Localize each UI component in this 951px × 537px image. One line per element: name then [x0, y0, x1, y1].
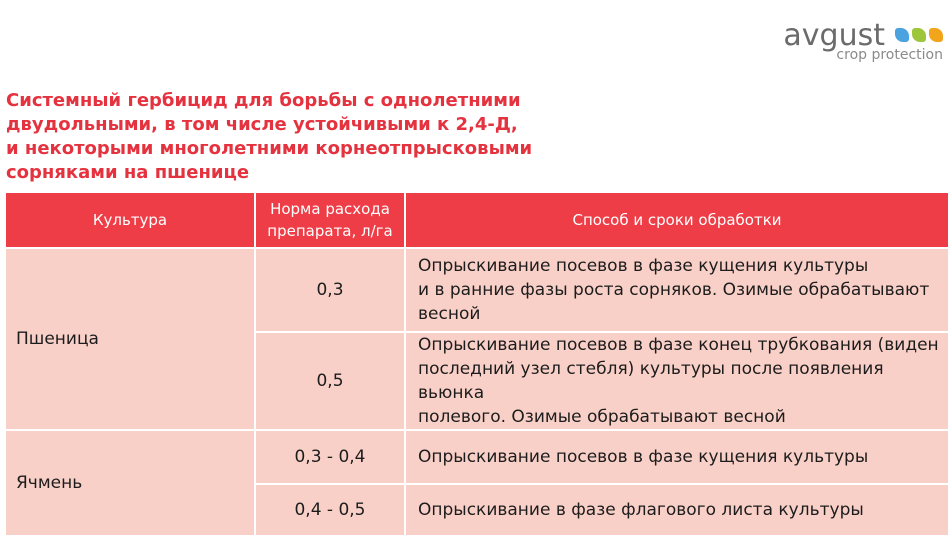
logo-dots	[895, 28, 943, 42]
method-cell	[405, 430, 948, 484]
logo-dot-orange	[929, 28, 943, 42]
logo-dot-green	[912, 28, 926, 42]
brand-logo	[785, 18, 945, 64]
logo-tagline: crop protection	[836, 47, 943, 63]
crop-cell: Пшеница	[6, 248, 255, 430]
page-title	[6, 89, 533, 185]
header-method: Способ и сроки обработки	[405, 193, 948, 248]
rate-cell: 0,5	[255, 332, 405, 430]
header-rate-line1: Норма расхода	[270, 200, 390, 218]
table-row	[6, 248, 948, 332]
method-line: Опрыскивание посевов в фазе кущения культуры	[418, 447, 869, 467]
logo-dot-blue	[895, 28, 909, 42]
method-cell	[405, 332, 948, 430]
title-line: Системный гербицид для борьбы с однолетними	[6, 90, 521, 111]
crop-cell: Ячмень	[6, 430, 255, 536]
method-line: и в ранние фазы роста сорняков. Озимые обрабатывают	[418, 280, 930, 300]
application-table	[6, 193, 948, 537]
rate-cell: 0,3 - 0,4	[255, 430, 405, 484]
header-rate-line2: препарата, л/га	[267, 222, 393, 240]
method-line: Опрыскивание посевов в фазе кущения культуры	[418, 256, 869, 276]
title-line: двудольными, в том числе устойчивыми к 2,4-Д,	[6, 114, 518, 135]
method-line: Опрыскивание в фазе флагового листа культуры	[418, 500, 864, 520]
table-row	[6, 430, 948, 484]
rate-cell: 0,4 - 0,5	[255, 484, 405, 536]
header-crop: Культура	[6, 193, 255, 248]
title-line: и некоторыми многолетними корнеотпрысковыми	[6, 138, 533, 159]
method-line: Опрыскивание посевов в фазе конец трубкования (виден	[418, 335, 939, 355]
method-line: весной	[418, 304, 481, 324]
method-cell	[405, 248, 948, 332]
logo-wordmark: avgust	[783, 18, 885, 53]
rate-cell: 0,3	[255, 248, 405, 332]
method-line: последний узел стебля) культуры после появления вьюнка	[418, 359, 884, 403]
header-rate	[255, 193, 405, 248]
method-cell	[405, 484, 948, 536]
title-line: сорняками на пшенице	[6, 162, 250, 183]
table-header-row	[6, 193, 948, 248]
method-line: полевого. Озимые обрабатывают весной	[418, 407, 786, 427]
